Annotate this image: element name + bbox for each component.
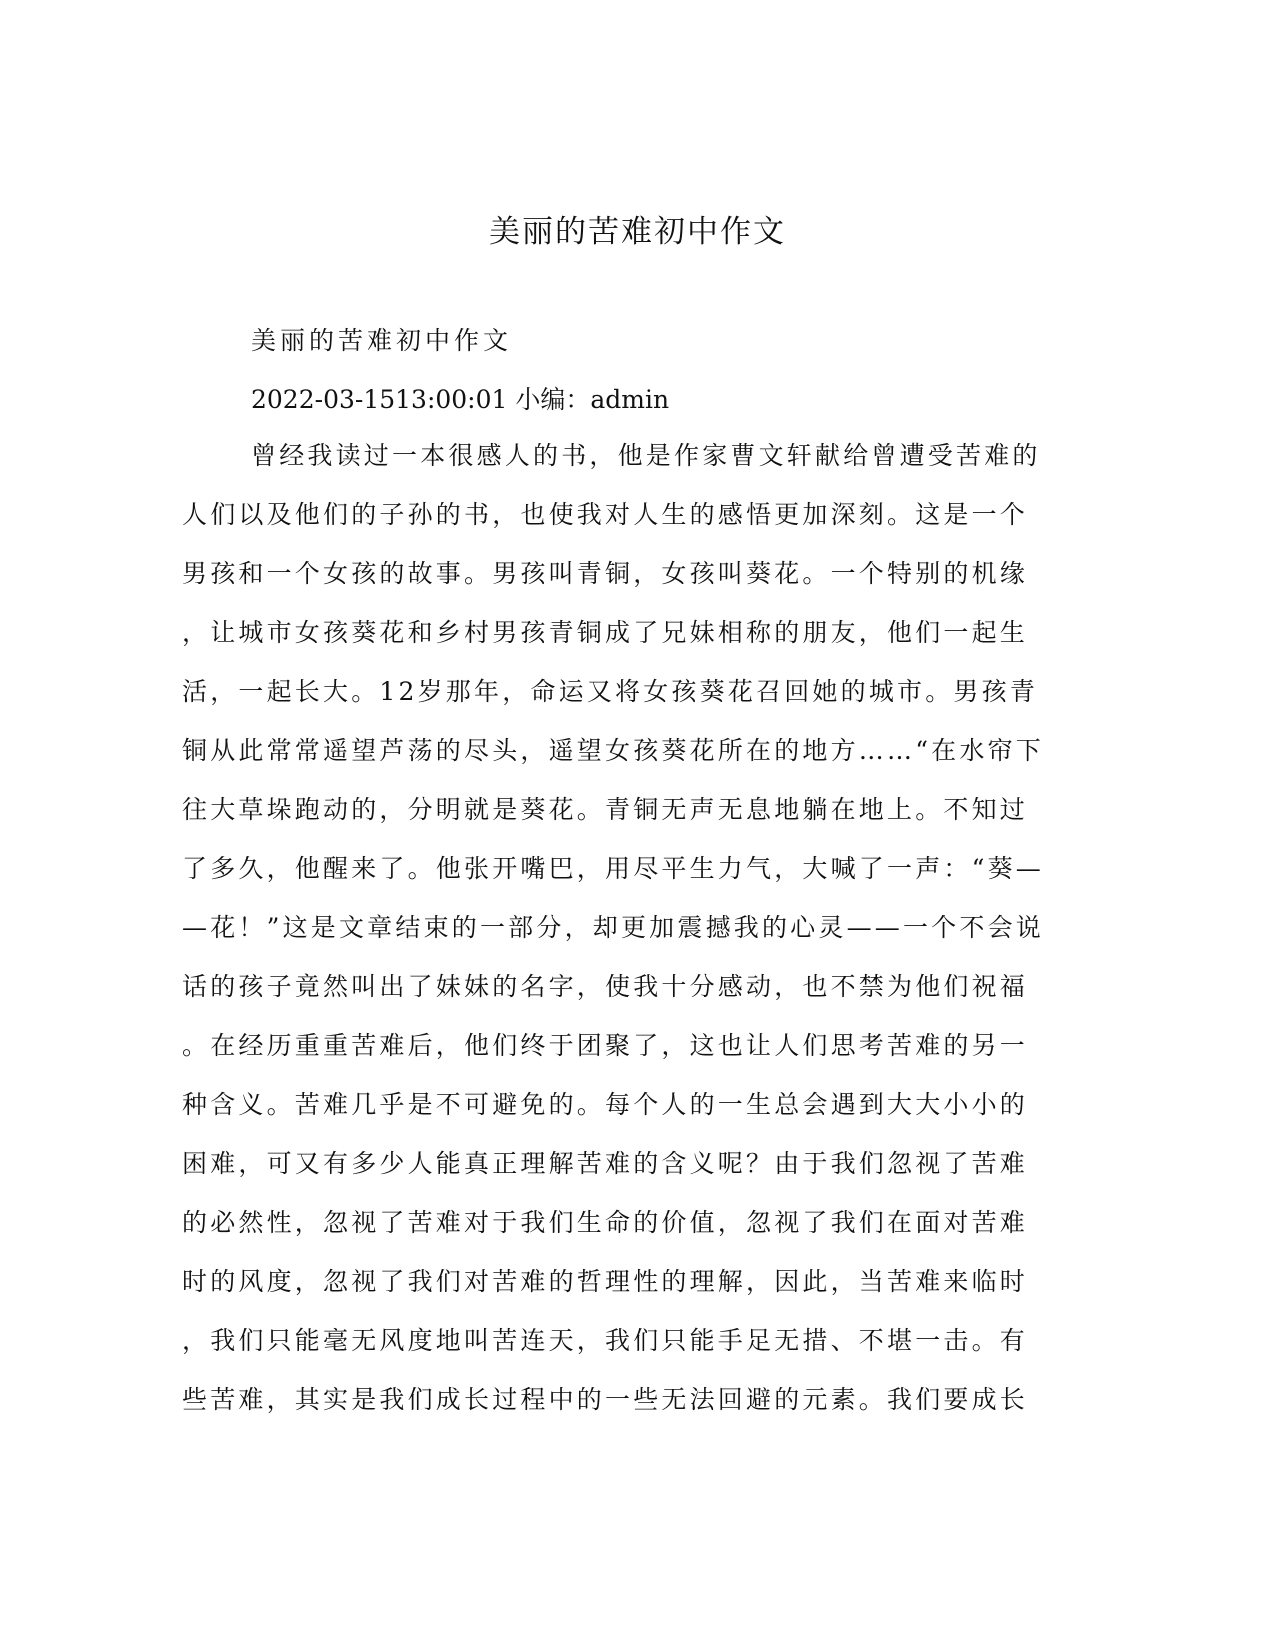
body-line: 些苦难，其实是我们成长过程中的一些无法回避的元素。我们要成长 bbox=[182, 1385, 1029, 1414]
body-line: 男孩和一个女孩的故事。男孩叫青铜，女孩叫葵花。一个特别的机缘 bbox=[182, 559, 1029, 588]
body-line: ，让城市女孩葵花和乡村男孩青铜成了兄妹相称的朋友，他们一起生 bbox=[182, 618, 1029, 647]
body-line: 往大草垛跑动的，分明就是葵花。青铜无声无息地躺在地上。不知过 bbox=[182, 795, 1029, 824]
document-subtitle: 美丽的苦难初中作文 bbox=[251, 326, 513, 355]
document-body bbox=[182, 438, 1044, 1441]
document-title: 美丽的苦难初中作文 bbox=[489, 214, 786, 250]
body-line: 时的风度，忽视了我们对苦难的哲理性的理解，因此，当苦难来临时 bbox=[182, 1267, 1029, 1296]
body-line: 了多久，他醒来了。他张开嘴巴，用尽平生力气，大喊了一声：“葵— bbox=[182, 854, 1044, 883]
body-line: 铜从此常常遥望芦荡的尽头，遥望女孩葵花所在的地方……“在水帘下 bbox=[182, 736, 1044, 765]
body-line: 。在经历重重苦难后，他们终于团聚了，这也让人们思考苦难的另一 bbox=[182, 1031, 1029, 1060]
document-meta: 2022-03-1513:00:01 小编：admin bbox=[251, 385, 670, 414]
body-line: ，我们只能毫无风度地叫苦连天，我们只能手足无措、不堪一击。有 bbox=[182, 1326, 1029, 1355]
body-line: 曾经我读过一本很感人的书，他是作家曹文轩献给曾遭受苦难的 bbox=[251, 441, 1041, 470]
body-line: 活，一起长大。12岁那年，命运又将女孩葵花召回她的城市。男孩青 bbox=[182, 677, 1039, 706]
body-line: 人们以及他们的子孙的书，也使我对人生的感悟更加深刻。这是一个 bbox=[182, 500, 1029, 529]
body-line: —花！”这是文章结束的一部分，却更加震撼我的心灵——一个不会说 bbox=[182, 913, 1044, 942]
body-line: 困难，可又有多少人能真正理解苦难的含义呢？由于我们忽视了苦难 bbox=[182, 1149, 1029, 1178]
body-line: 的必然性，忽视了苦难对于我们生命的价值，忽视了我们在面对苦难 bbox=[182, 1208, 1029, 1237]
body-line: 种含义。苦难几乎是不可避免的。每个人的一生总会遇到大大小小的 bbox=[182, 1090, 1029, 1119]
body-line: 话的孩子竟然叫出了妹妹的名字，使我十分感动，也不禁为他们祝福 bbox=[182, 972, 1029, 1001]
